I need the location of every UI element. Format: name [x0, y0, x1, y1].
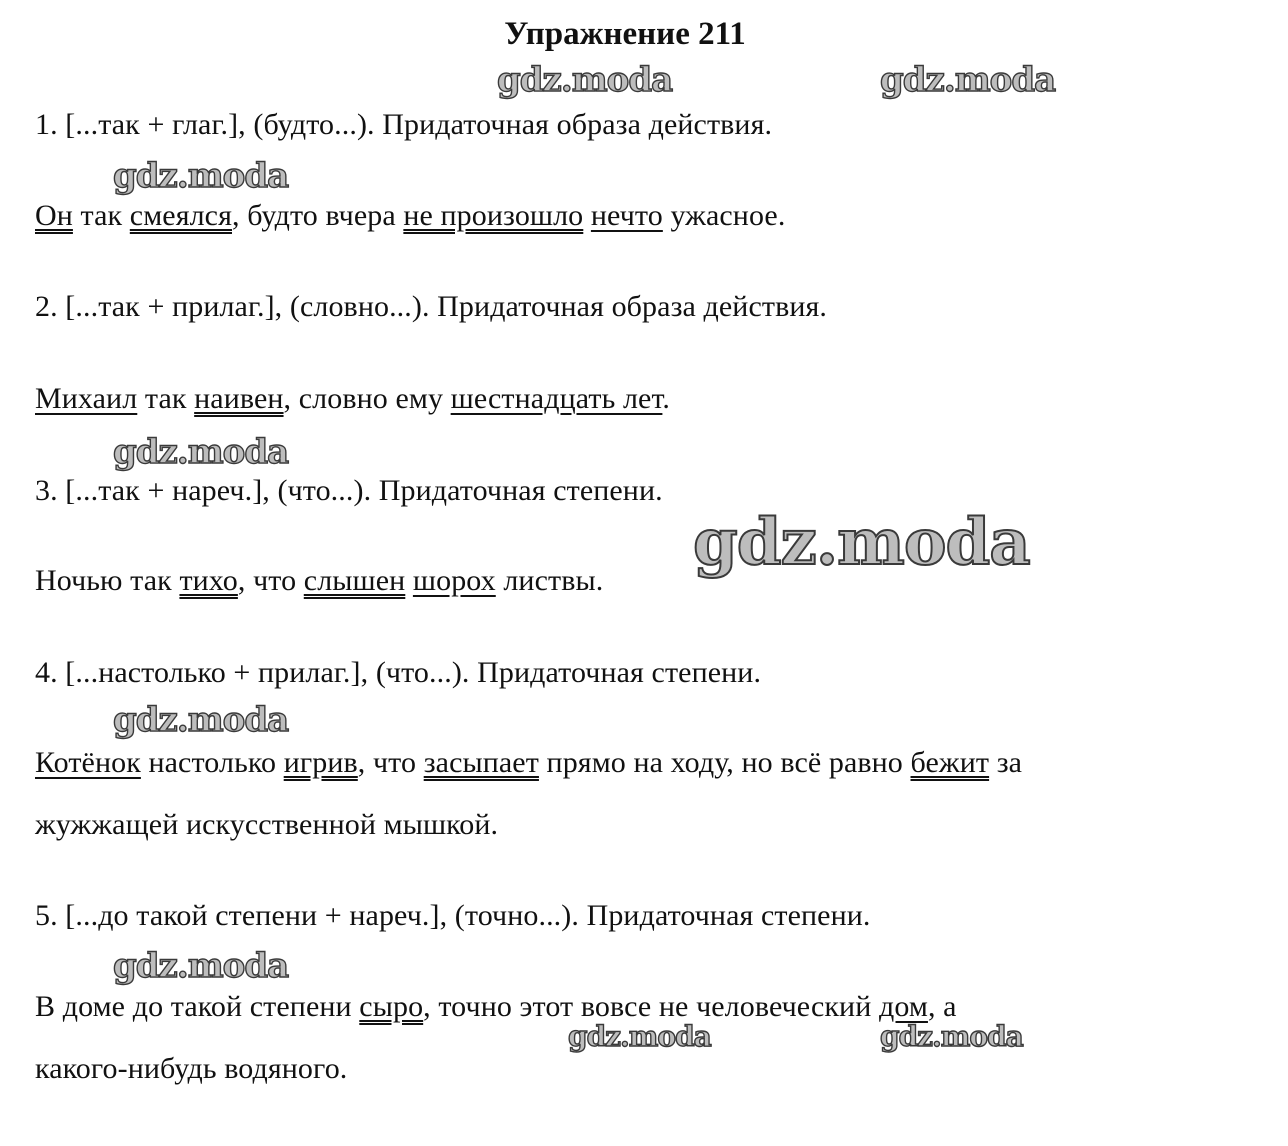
watermark: gdz.moda	[113, 946, 289, 986]
sentence-5-continued: какого-нибудь водяного.	[35, 1052, 348, 1085]
scheme-2: 2. [...так + прилаг.], (словно...). Придаточная образа действия.	[35, 290, 828, 323]
predicate-word: засыпает	[423, 746, 539, 779]
predicate-word: наивен	[194, 382, 284, 415]
sentence-3: Ночью так тихо, что слышен шорох листвы.	[35, 564, 604, 597]
sentence-2: Михаил так наивен, словно ему шестнадцать лет.	[35, 382, 671, 415]
sentence-1: Он так смеялся, будто вчера не произошло нечто ужасное.	[35, 199, 786, 232]
watermark: gdz.moda	[113, 156, 289, 196]
subject-word: шорох	[412, 564, 496, 597]
sentence-4: Котёнок настолько игрив, что засыпает прямо на ходу, но всё равно бежит за	[35, 746, 1023, 779]
predicate-word: сыро	[359, 990, 424, 1023]
watermark: gdz.moda	[113, 700, 289, 740]
subject-word: дом	[878, 990, 928, 1023]
scheme-4: 4. [...настолько + прилаг.], (что...). Придаточная степени.	[35, 656, 762, 689]
subject-word: Котёнок	[35, 746, 141, 779]
subject-word: нечто	[590, 199, 663, 232]
watermark: gdz.moda	[497, 60, 673, 100]
watermark: gdz.moda	[880, 1020, 1023, 1053]
predicate-word: бежит	[910, 746, 990, 779]
predicate-word: слышен	[303, 564, 406, 597]
exercise-title: Упражнение 211	[504, 16, 746, 52]
predicate-word: смеялся	[129, 199, 232, 232]
scheme-1: 1. [...так + глаг.], (будто...). Придаточная образа действия.	[35, 108, 773, 141]
subject-word: Он	[35, 199, 73, 232]
watermark: gdz.moda	[113, 432, 289, 472]
subject-word: шестнадцать лет	[450, 382, 663, 415]
subject-word: Михаил	[35, 382, 138, 415]
watermark: gdz.moda	[880, 60, 1056, 100]
watermark: gdz.moda	[568, 1020, 711, 1053]
predicate-word: игрив	[283, 746, 358, 779]
scheme-3: 3. [...так + нареч.], (что...). Придаточная степени.	[35, 474, 663, 507]
watermark: gdz.moda	[693, 505, 1030, 580]
sentence-5: В доме до такой степени сыро, точно этот вовсе не человеческий дом, а	[35, 990, 957, 1023]
predicate-word: не произошло	[403, 199, 584, 232]
sentence-4-continued: жужжащей искусственной мышкой.	[35, 808, 499, 841]
scheme-5: 5. [...до такой степени + нареч.], (точно...). Придаточная степени.	[35, 899, 871, 932]
predicate-word: тихо	[179, 564, 238, 597]
